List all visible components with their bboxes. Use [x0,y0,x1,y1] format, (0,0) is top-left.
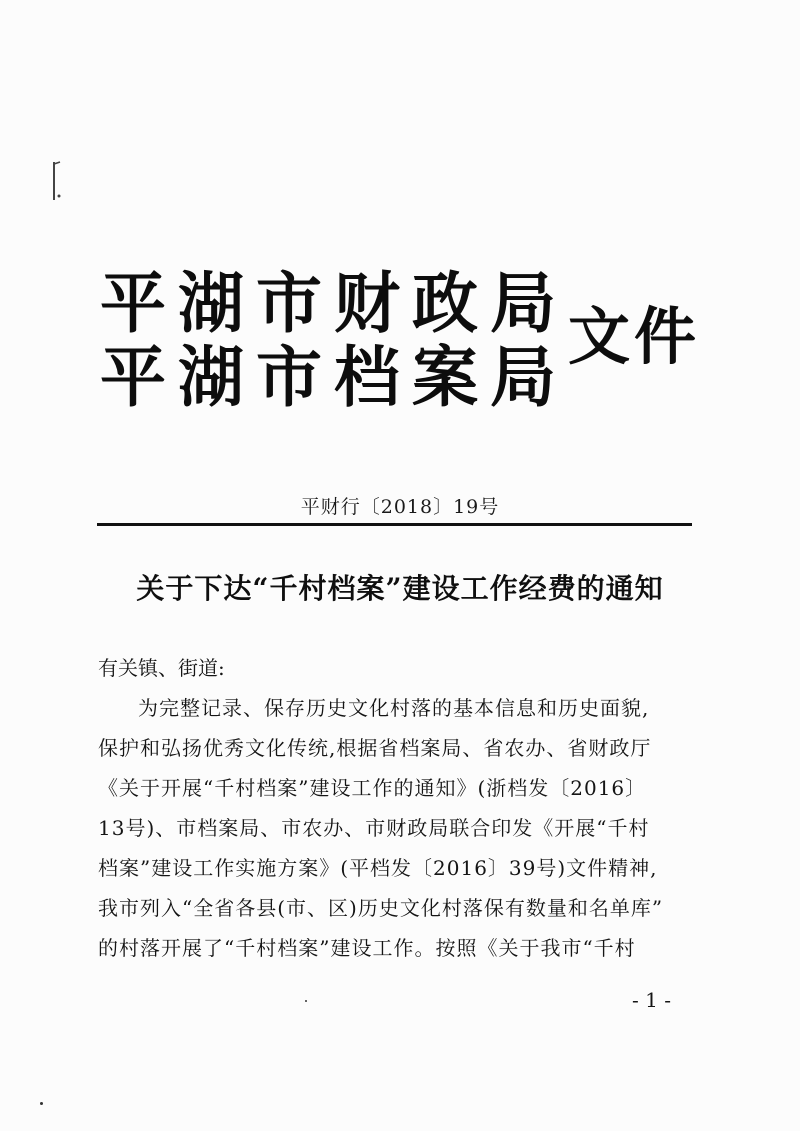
document-type-label: 文件 [568,300,701,373]
issuer-finance-bureau: 平湖市财政局 [100,264,568,342]
body-line: 我市列入“全省各县(市、区)历史文化村落保有数量和名单库” [98,896,664,920]
body-line: 《关于开展“千村档案”建设工作的通知》(浙档发〔2016〕 [98,776,647,800]
header-divider [97,523,692,526]
notice-title: 关于下达“千村档案”建设工作经费的通知 [136,572,664,605]
issuer-archives-bureau: 平湖市档案局 [100,338,568,416]
body-line: 13号)、市档案局、市农办、市财政局联合印发《开展“千村 [98,816,650,840]
salutation: 有关镇、街道: [98,656,225,680]
body-text [98,688,696,968]
page-number: - 1 - [632,988,671,1012]
scan-speck [40,1102,43,1105]
binding-mark-icon [46,158,68,204]
body-line: 的村落开展了“千村档案”建设工作。按照《关于我市“千村 [98,936,636,960]
body-line: 保护和弘扬优秀文化传统,根据省档案局、省农办、省财政厅 [98,736,652,760]
body-line: 为完整记录、保存历史文化村落的基本信息和历史面貌, [138,696,650,720]
document-header [100,264,720,418]
document-number: 平财行〔2018〕19号 [300,496,500,518]
body-line: 档案”建设工作实施方案》(平档发〔2016〕39号)文件精神, [98,856,658,880]
scan-speck [305,1000,307,1002]
